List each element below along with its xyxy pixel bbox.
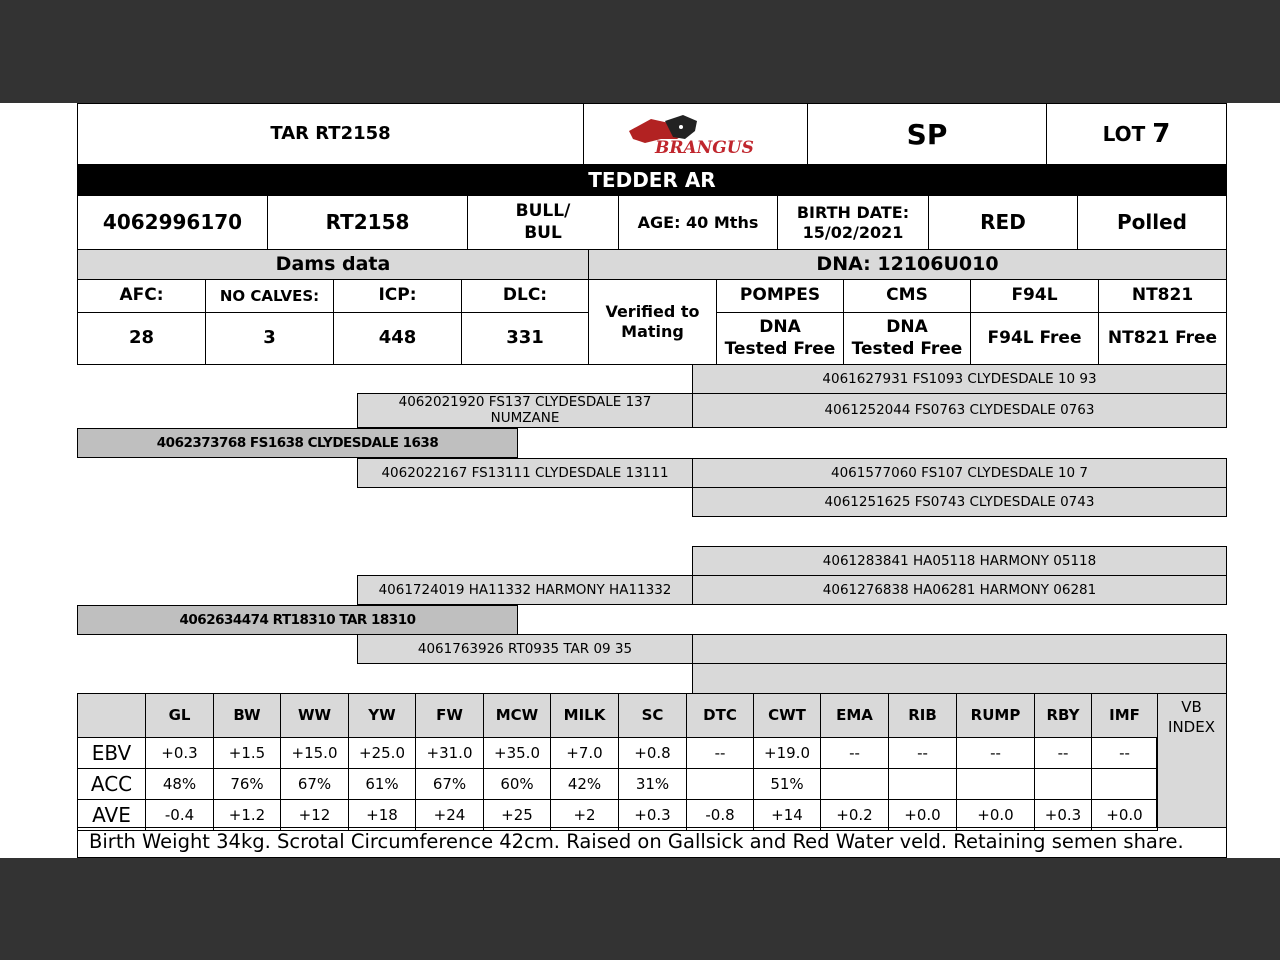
ebv-row-label: EBV [77, 737, 146, 769]
ebv-column-header: WW [280, 693, 349, 738]
ebv-header-corner [77, 693, 146, 738]
ebv-column-header: GL [145, 693, 214, 738]
colour: RED [980, 210, 1026, 234]
f94l-label-cell [970, 279, 1099, 313]
age: AGE: 40 Mths [637, 212, 759, 232]
cms-label-cell [843, 279, 971, 313]
ebv-value-cell: +19.0 [753, 737, 821, 769]
animal-name: TEDDER AR [588, 168, 716, 192]
ebv-column-header: CWT [753, 693, 821, 738]
verified-cell [588, 279, 717, 365]
ebv-value-cell: 60% [483, 768, 551, 800]
pedigree-dam-dam-dam [692, 663, 1227, 694]
f94l-value: F94L Free [987, 327, 1082, 348]
pedigree-dss-text: 4061283841 HA05118 HARMONY 05118 [822, 552, 1097, 569]
ebv-value-cell: +0.0 [956, 799, 1035, 831]
ebv-value-cell: +0.3 [145, 737, 214, 769]
pedigree-ds-text: 4061724019 HA11332 HARMONY HA11332 [378, 581, 672, 598]
lot-cell [1046, 103, 1227, 165]
pedigree-sire [77, 428, 518, 458]
f94l-value-cell [970, 312, 1099, 365]
ebv-value-cell: -- [686, 737, 754, 769]
reg-number: 4062996170 [102, 210, 243, 234]
animal-tag: TAR RT2158 [270, 122, 391, 144]
cms-value-cell [843, 312, 971, 365]
dams-data-header [77, 249, 589, 280]
pedigree-dd-text: 4061763926 RT0935 TAR 09 35 [417, 640, 633, 657]
calves-label: NO CALVES: [219, 286, 320, 305]
logo-text: BRANGUS [654, 138, 754, 158]
ebv-column-header: BW [213, 693, 281, 738]
cms-value-line2: Tested Free [851, 338, 963, 359]
pedigree-sds-text: 4061577060 FS107 CLYDESDALE 10 7 [830, 464, 1089, 481]
ebv-column-header: RUMP [956, 693, 1035, 738]
ebv-value-cell: +24 [415, 799, 484, 831]
ebv-value-cell: -- [820, 737, 889, 769]
ebv-value-cell [956, 768, 1035, 800]
pedigree-sd-text: 4062022167 FS13111 CLYDESDALE 13111 [381, 464, 669, 481]
dlc-label: DLC: [502, 285, 548, 306]
ebv-value-cell: 42% [550, 768, 619, 800]
pompes-label: POMPES [739, 285, 821, 306]
colour-cell [928, 195, 1078, 250]
ebv-value-cell: +25 [483, 799, 551, 831]
sex-cell [467, 195, 619, 250]
pedigree-ss-line1: 4062021920 FS137 CLYDESDALE 137 [398, 393, 652, 410]
ebv-value-cell: +14 [753, 799, 821, 831]
ebv-column-header: FW [415, 693, 484, 738]
ebv-column-header: MCW [483, 693, 551, 738]
ebv-value-cell [686, 768, 754, 800]
lot-label: LOT [1102, 121, 1146, 146]
ebv-value-cell: 51% [753, 768, 821, 800]
icp-value: 448 [378, 327, 417, 349]
vb-index-cell [1156, 693, 1227, 828]
horn-cell [1077, 195, 1227, 250]
ebv-value-cell: -0.8 [686, 799, 754, 831]
ebv-column-header: RBY [1034, 693, 1092, 738]
pedigree-dam-sire-sire [692, 546, 1227, 576]
pedigree-dam-dam-sire [692, 634, 1227, 664]
cms-value-line1: DNA [886, 317, 928, 338]
pedigree-sire-dam [357, 458, 693, 488]
ebv-value-cell: +15.0 [280, 737, 349, 769]
ebv-value-cell: +0.0 [1091, 799, 1158, 831]
ebv-row-label: ACC [77, 768, 146, 800]
ebv-column-header: MILK [550, 693, 619, 738]
ebv-value-cell: -- [1034, 737, 1092, 769]
dlc-value: 331 [506, 327, 544, 349]
ebv-row-label: AVE [77, 799, 146, 831]
ebv-value-cell: +18 [348, 799, 416, 831]
pedigree-ss-line2: NUMZANE [490, 409, 560, 426]
calves-value: 3 [263, 327, 276, 349]
ebv-value-cell: 67% [280, 768, 349, 800]
pompes-value-line1: DNA [759, 317, 801, 338]
pedigree-sire-text: 4062373768 FS1638 CLYDESDALE 1638 [156, 434, 439, 451]
ebv-column-header: SC [618, 693, 687, 738]
id-cell [267, 195, 468, 250]
tag-cell [77, 103, 584, 165]
ebv-value-cell: 67% [415, 768, 484, 800]
pedigree-sire-sire-dam [692, 393, 1227, 428]
ebv-column-header: RIB [888, 693, 957, 738]
dams-data-title: Dams data [275, 252, 391, 275]
pedigree-sire-sire [357, 393, 693, 428]
nt821-label: NT821 [1131, 285, 1194, 306]
icp-label-cell [333, 279, 462, 313]
ebv-value-cell [820, 768, 889, 800]
calves-label-cell [205, 279, 334, 313]
nt821-value: NT821 Free [1107, 327, 1218, 348]
pedigree-dam-sire-dam [692, 575, 1227, 605]
ebv-value-cell: +0.3 [1034, 799, 1092, 831]
ebv-value-cell [1034, 768, 1092, 800]
ebv-column-header: YW [348, 693, 416, 738]
logo-cell [583, 103, 808, 165]
vb-index-line1: VB [1181, 698, 1202, 716]
icp-value-cell [333, 312, 462, 365]
pompes-value-line2: Tested Free [724, 338, 836, 359]
brangus-logo [621, 109, 771, 159]
ebv-value-cell: -- [1091, 737, 1158, 769]
sex-line2: BUL [524, 222, 562, 243]
reg-number-cell [77, 195, 268, 250]
verified-line2: Mating [621, 322, 684, 341]
ebv-value-cell: 61% [348, 768, 416, 800]
ebv-value-cell: 31% [618, 768, 687, 800]
dna-title: DNA: 12106U010 [816, 252, 999, 275]
remarks-text: Birth Weight 34kg. Scrotal Circumference 42cm. Raised on Gallsick and Red Water veld. Retaining semen share. [89, 830, 1184, 854]
ebv-value-cell: +1.5 [213, 737, 281, 769]
pedigree-sire-dam-dam [692, 487, 1227, 517]
pompes-value-cell [716, 312, 844, 365]
dlc-label-cell [461, 279, 589, 313]
ebv-value-cell: +0.2 [820, 799, 889, 831]
pedigree-dam-dam [357, 634, 693, 664]
ebv-value-cell: 48% [145, 768, 214, 800]
birth-date-cell [777, 195, 929, 250]
lot-number: 7 [1152, 118, 1171, 149]
sp-cell [807, 103, 1047, 165]
afc-value: 28 [128, 327, 155, 349]
cms-label: CMS [886, 285, 928, 306]
afc-label: AFC: [119, 285, 164, 306]
vb-index-line2: INDEX [1168, 717, 1215, 736]
nt821-label-cell [1098, 279, 1227, 313]
ebv-value-cell: -0.4 [145, 799, 214, 831]
horn-status: Polled [1117, 210, 1187, 234]
pedigree-dam [77, 605, 518, 635]
ebv-column-header: IMF [1091, 693, 1158, 738]
birth-date-label: BIRTH DATE: [796, 202, 910, 222]
pompes-label-cell [716, 279, 844, 313]
ebv-value-cell [1091, 768, 1158, 800]
dna-header [588, 249, 1227, 280]
birth-date: 15/02/2021 [802, 222, 904, 242]
afc-label-cell [77, 279, 206, 313]
ebv-value-cell: +31.0 [415, 737, 484, 769]
afc-value-cell [77, 312, 206, 365]
age-cell [618, 195, 778, 250]
animal-name-bar [77, 165, 1227, 196]
pedigree-ssd-text: 4061252044 FS0763 CLYDESDALE 0763 [824, 402, 1095, 419]
pedigree-sss-text: 4061627931 FS1093 CLYDESDALE 10 93 [822, 370, 1097, 387]
f94l-label: F94L [1011, 285, 1058, 306]
sex-line1: BULL/ [515, 201, 571, 222]
ebv-value-cell: +0.3 [618, 799, 687, 831]
animal-id: RT2158 [325, 210, 410, 234]
calves-value-cell [205, 312, 334, 365]
pedigree-dam-text: 4062634474 RT18310 TAR 18310 [179, 611, 416, 628]
ebv-value-cell: 76% [213, 768, 281, 800]
pedigree-sire-sire-sire [692, 364, 1227, 394]
ebv-value-cell: +1.2 [213, 799, 281, 831]
ebv-value-cell: +2 [550, 799, 619, 831]
ebv-value-cell: +7.0 [550, 737, 619, 769]
ebv-value-cell: +12 [280, 799, 349, 831]
dlc-value-cell [461, 312, 589, 365]
ebv-value-cell: +0.0 [888, 799, 957, 831]
pedigree-dam-sire [357, 575, 693, 605]
ebv-column-header: EMA [820, 693, 889, 738]
ebv-value-cell: +35.0 [483, 737, 551, 769]
ebv-value-cell: +0.8 [618, 737, 687, 769]
pedigree-sdd-text: 4061251625 FS0743 CLYDESDALE 0743 [824, 493, 1095, 510]
pedigree-sire-dam-sire [692, 458, 1227, 488]
verified-line1: Verified to [605, 302, 700, 321]
remarks-cell [77, 827, 1227, 858]
ebv-column-header: DTC [686, 693, 754, 738]
ebv-value-cell: +25.0 [348, 737, 416, 769]
ebv-value-cell: -- [956, 737, 1035, 769]
ebv-value-cell: -- [888, 737, 957, 769]
icp-label: ICP: [378, 285, 417, 306]
sp-label: SP [906, 117, 948, 151]
lot-sheet [0, 103, 1280, 858]
pedigree-dsd-text: 4061276838 HA06281 HARMONY 06281 [822, 581, 1097, 598]
nt821-value-cell [1098, 312, 1227, 365]
ebv-value-cell [888, 768, 957, 800]
